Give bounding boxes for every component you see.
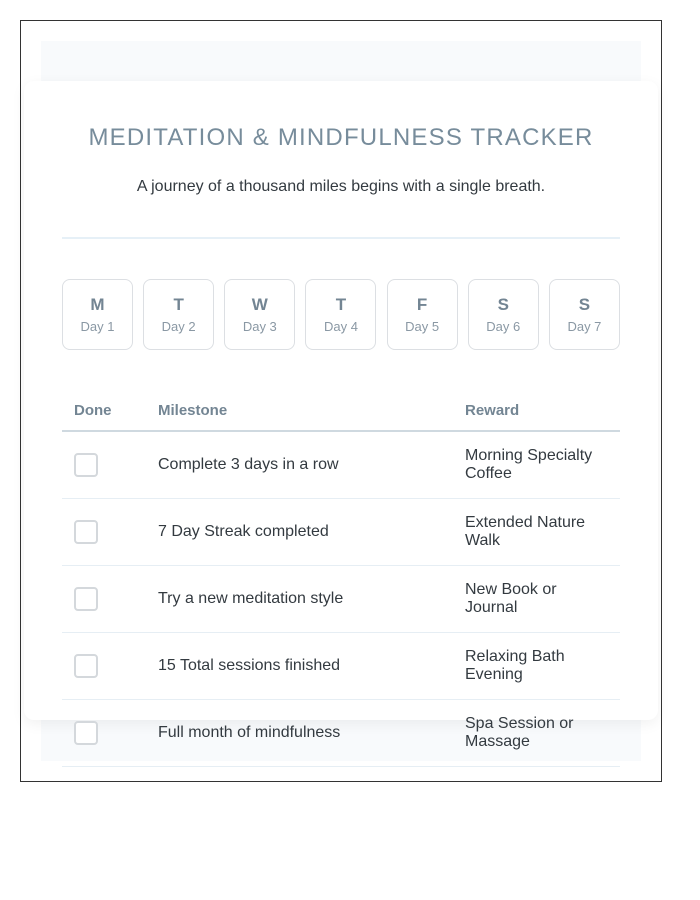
done-checkbox[interactable] (74, 654, 98, 678)
day-label: Day 2 (161, 318, 196, 334)
page-title: MEDITATION & MINDFULNESS TRACKER (88, 124, 594, 151)
day-letter: T (173, 294, 184, 314)
reward-text: Morning Specialty Coffee (465, 447, 593, 482)
reward-text: Extended Nature Walk (465, 514, 586, 549)
milestone-text: Try a new meditation style (158, 590, 344, 607)
day-letter: M (90, 294, 105, 314)
day-label: Day 6 (486, 318, 521, 334)
table-header (62, 390, 620, 432)
day-selector (62, 279, 620, 350)
table-row (62, 432, 620, 499)
day-letter: S (497, 294, 509, 314)
day-letter: S (578, 294, 591, 314)
day-card-6[interactable] (468, 279, 539, 350)
milestone-table (62, 390, 620, 767)
day-label: Day 1 (80, 318, 115, 334)
reward-text: New Book or Journal (465, 581, 557, 616)
day-card-7[interactable] (549, 279, 620, 350)
reward-text: Spa Session or Massage (465, 715, 574, 750)
milestone-text: Complete 3 days in a row (158, 456, 339, 473)
day-letter: W (251, 294, 268, 314)
table-row (62, 566, 620, 633)
day-card-1[interactable] (62, 279, 133, 350)
day-card-3[interactable] (224, 279, 295, 350)
column-header-milestone: Milestone (158, 401, 228, 419)
milestone-text: Full month of mindfulness (158, 724, 341, 741)
day-letter: F (416, 294, 428, 314)
day-label: Day 5 (405, 318, 440, 334)
day-label: Day 7 (567, 318, 602, 334)
milestone-text: 15 Total sessions finished (158, 657, 341, 674)
day-letter: T (335, 294, 347, 314)
done-checkbox[interactable] (74, 721, 98, 745)
table-row (62, 700, 620, 767)
table-row (62, 499, 620, 566)
day-card-4[interactable] (305, 279, 376, 350)
reward-text: Relaxing Bath Evening (465, 648, 565, 683)
column-header-reward: Reward (465, 401, 520, 419)
day-label: Day 3 (242, 318, 277, 334)
header-divider (62, 237, 620, 239)
done-checkbox[interactable] (74, 587, 98, 611)
milestone-text: 7 Day Streak completed (158, 523, 329, 540)
day-card-2[interactable] (143, 279, 214, 350)
column-header-done: Done (74, 401, 112, 419)
table-row (62, 633, 620, 700)
done-checkbox[interactable] (74, 520, 98, 544)
day-card-5[interactable] (387, 279, 458, 350)
page-subtitle: A journey of a thousand miles begins with a single breath. (136, 178, 546, 195)
day-label: Day 4 (323, 318, 358, 334)
done-checkbox[interactable] (74, 453, 98, 477)
